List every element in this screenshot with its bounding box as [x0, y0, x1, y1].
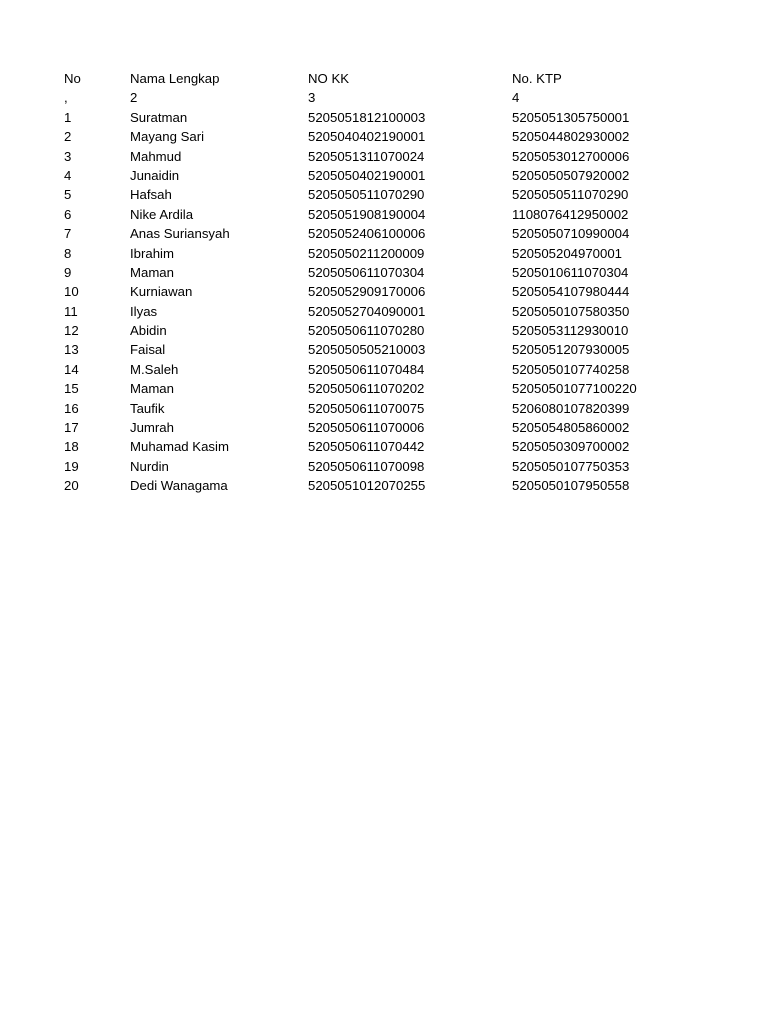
- ktp-number-cell: 5205050309700002: [512, 439, 630, 455]
- ktp-number-cell: 5205050507920002: [512, 167, 630, 183]
- table-row: [64, 282, 704, 301]
- kk-number-cell: 5205051012070255: [308, 478, 426, 494]
- table-row: [64, 476, 704, 495]
- row-number-cell: 14: [64, 361, 79, 377]
- kk-number-cell: 5205050505210003: [308, 342, 426, 358]
- ktp-number-cell: 5205054107980444: [512, 284, 630, 300]
- kk-number-cell: 5205050211200009: [308, 245, 425, 261]
- ktp-number-cell: 5205050107750353: [512, 458, 630, 474]
- kk-number-cell: 5205051908190004: [308, 206, 426, 222]
- column-index-cell: 2: [130, 90, 138, 106]
- ktp-number-cell: 5205050107950558: [512, 478, 630, 494]
- kk-number-cell: 5205052406100006: [308, 226, 426, 242]
- row-number-cell: 3: [64, 148, 72, 164]
- row-number-cell: 20: [64, 478, 79, 494]
- table-row: [64, 244, 704, 263]
- full-name-cell: Muhamad Kasim: [130, 439, 229, 455]
- ktp-number-cell: 5205053112930010: [512, 323, 629, 339]
- ktp-number-cell: 5205050107580350: [512, 303, 630, 319]
- row-number-cell: 4: [64, 167, 72, 183]
- full-name-cell: Dedi Wanagama: [130, 478, 228, 494]
- full-name-cell: Faisal: [130, 342, 166, 358]
- ktp-number-cell: 5205050710990004: [512, 226, 630, 242]
- kk-number-cell: 5205050511070290: [308, 187, 425, 203]
- table-row: [64, 108, 704, 127]
- column-index-cell: ,: [64, 90, 68, 106]
- ktp-number-cell: 5205051305750001: [512, 109, 630, 125]
- full-name-cell: Nurdin: [130, 458, 169, 474]
- row-number-cell: 19: [64, 458, 79, 474]
- kk-number-cell: 5205051311070024: [308, 148, 425, 164]
- ktp-number-cell: 5205044802930002: [512, 129, 630, 145]
- table-row: [64, 360, 704, 379]
- kk-number-cell: 5205052909170006: [308, 284, 426, 300]
- table-row: [64, 418, 704, 437]
- table-row: [64, 205, 704, 224]
- kk-number-cell: 5205050611070098: [308, 458, 425, 474]
- header-no-ktp: No. KTP: [512, 71, 562, 86]
- kk-number-cell: 5205052704090001: [308, 303, 426, 319]
- table-row: [64, 185, 704, 204]
- full-name-cell: Kurniawan: [130, 284, 193, 300]
- full-name-cell: Mayang Sari: [130, 129, 205, 145]
- header-no: No: [64, 71, 81, 86]
- ktp-number-cell: 1108076412950002: [512, 206, 629, 222]
- ktp-number-cell: 5205053012700006: [512, 148, 630, 164]
- row-number-cell: 15: [64, 381, 79, 397]
- row-number-cell: 16: [64, 400, 79, 416]
- ktp-number-cell: 5205050107740258: [512, 361, 630, 377]
- kk-number-cell: 5205050611070484: [308, 361, 425, 377]
- full-name-cell: Ibrahim: [130, 245, 174, 261]
- row-number-cell: 13: [64, 342, 79, 358]
- full-name-cell: Junaidin: [130, 167, 180, 183]
- full-name-cell: Nike Ardila: [130, 206, 194, 222]
- ktp-number-cell: 5205010611070304: [512, 264, 629, 280]
- data-table: [64, 69, 704, 496]
- full-name-cell: Hafsah: [130, 187, 172, 203]
- row-number-cell: 11: [64, 303, 78, 319]
- kk-number-cell: 5205050611070304: [308, 264, 425, 280]
- table-row: [64, 224, 704, 243]
- ktp-number-cell: 5205051207930005: [512, 342, 630, 358]
- full-name-cell: Anas Suriansyah: [130, 226, 230, 242]
- full-name-cell: Ilyas: [130, 303, 158, 319]
- ktp-number-cell: 5205050511070290: [512, 187, 629, 203]
- row-number-cell: 12: [64, 323, 79, 339]
- kk-number-cell: 5205050402190001: [308, 167, 426, 183]
- ktp-number-cell: 5206080107820399: [512, 400, 630, 416]
- kk-number-cell: 5205051812100003: [308, 109, 426, 125]
- full-name-cell: Mahmud: [130, 148, 182, 164]
- row-number-cell: 1: [64, 109, 72, 125]
- row-number-cell: 10: [64, 284, 79, 300]
- ktp-number-cell: 52050501077100220: [512, 381, 637, 397]
- kk-number-cell: 5205050611070442: [308, 439, 425, 455]
- column-index-cell: 4: [512, 90, 520, 106]
- full-name-cell: Maman: [130, 381, 174, 397]
- row-number-cell: 18: [64, 439, 79, 455]
- header-row: [64, 69, 704, 88]
- kk-number-cell: 5205050611070202: [308, 381, 425, 397]
- row-number-cell: 7: [64, 226, 72, 242]
- table-row: [64, 147, 704, 166]
- table-row: [64, 379, 704, 398]
- table-row: [64, 399, 704, 418]
- full-name-cell: Abidin: [130, 323, 167, 339]
- full-name-cell: Jumrah: [130, 420, 174, 436]
- kk-number-cell: 5205050611070280: [308, 323, 425, 339]
- row-number-cell: 2: [64, 129, 72, 145]
- kk-number-cell: 5205050611070075: [308, 400, 425, 416]
- ktp-number-cell: 5205054805860002: [512, 420, 630, 436]
- table-row: [64, 263, 704, 282]
- column-index-row: [64, 88, 704, 107]
- row-number-cell: 6: [64, 206, 72, 222]
- full-name-cell: M.Saleh: [130, 361, 179, 377]
- table-row: [64, 127, 704, 146]
- full-name-cell: Maman: [130, 264, 174, 280]
- column-index-cell: 3: [308, 90, 316, 106]
- header-nama-lengkap: Nama Lengkap: [130, 71, 220, 86]
- table-row: [64, 340, 704, 359]
- table-row: [64, 302, 704, 321]
- kk-number-cell: 5205050611070006: [308, 420, 425, 436]
- ktp-number-cell: 520505204970001: [512, 245, 623, 261]
- row-number-cell: 5: [64, 187, 72, 203]
- table-body: [64, 108, 704, 496]
- header-no-kk: NO KK: [308, 71, 350, 86]
- table-row: [64, 321, 704, 340]
- row-number-cell: 17: [64, 420, 79, 436]
- full-name-cell: Suratman: [130, 109, 188, 125]
- kk-number-cell: 5205040402190001: [308, 129, 426, 145]
- table-row: [64, 166, 704, 185]
- row-number-cell: 8: [64, 245, 72, 261]
- table-row: [64, 437, 704, 456]
- full-name-cell: Taufik: [130, 400, 165, 416]
- row-number-cell: 9: [64, 264, 72, 280]
- table-row: [64, 457, 704, 476]
